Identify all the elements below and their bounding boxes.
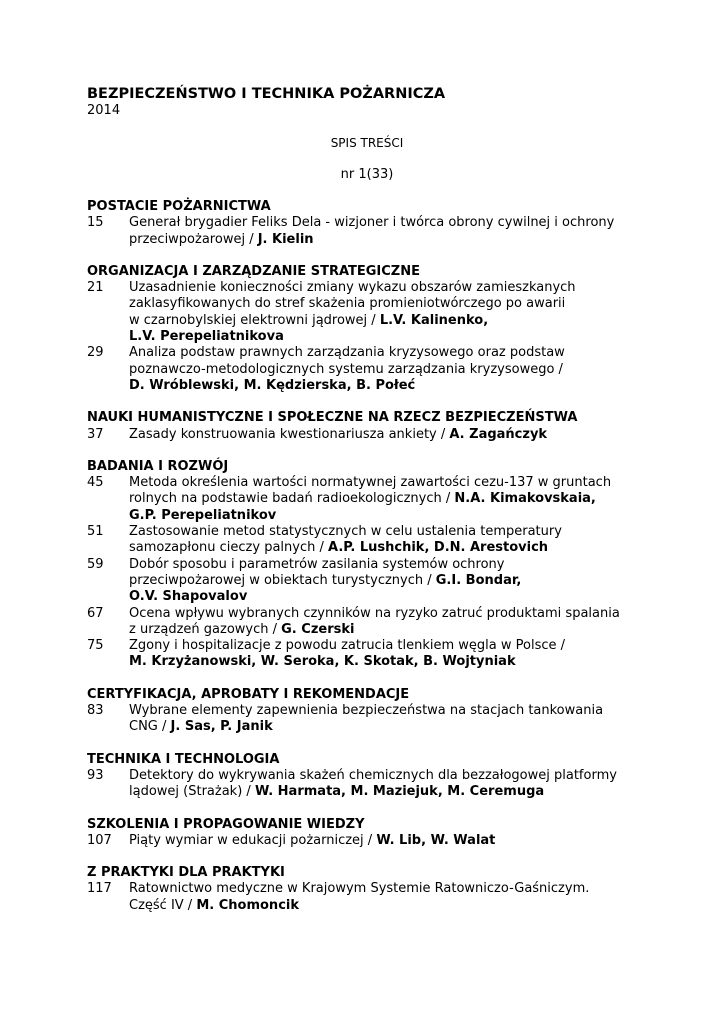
- entry-line: [129, 232, 647, 248]
- entry-page-number: 51: [87, 524, 104, 540]
- toc-section: [87, 752, 647, 801]
- entry-line: [129, 345, 647, 361]
- entry-line: [129, 833, 647, 849]
- entry-title-text: Generał brygadier Feliks Dela - wizjoner i twórca obrony cywilnej i ochrony: [129, 215, 615, 231]
- section-title: NAUKI HUMANISTYCZNE I SPOŁECZNE NA RZECZ BEZPIECZEŃSTWA: [87, 410, 578, 426]
- entry-text: [129, 833, 647, 849]
- toc-section: [87, 865, 647, 914]
- entry-authors: L.V. Kalinenko,: [379, 312, 489, 328]
- toc-section: [87, 264, 647, 394]
- entry-title-text: Piąty wymiar w edukacji pożarniczej /: [129, 832, 377, 848]
- entry-authors: A. Zagańczyk: [449, 426, 548, 442]
- entry-line: [129, 719, 647, 735]
- toc-entry: [87, 881, 647, 914]
- entry-page-number: 15: [87, 215, 104, 231]
- entry-title-text: w czarnobylskiej elektrowni jądrowej /: [129, 312, 380, 328]
- entry-title-text: lądowej (Strażak) /: [129, 784, 255, 800]
- journal-title: BEZPIECZEŃSTWO I TECHNIKA POŻARNICZA: [87, 86, 446, 102]
- toc-entry: [87, 768, 647, 801]
- entry-title-text: zaklasyfikowanych do stref skażenia promieniotwórczego po awarii: [129, 296, 566, 312]
- entry-line: [129, 573, 647, 589]
- toc-section: [87, 817, 647, 850]
- entry-authors: L.V. Perepeliatnikova: [129, 329, 284, 345]
- entry-authors: J. Sas, P. Janik: [170, 719, 273, 735]
- section-title: SZKOLENIA I PROPAGOWANIE WIEDZY: [87, 816, 365, 832]
- entry-authors: G. Czerski: [281, 621, 355, 637]
- entry-authors: M. Krzyżanowski, W. Seroka, K. Skotak, B. Wojtyniak: [129, 654, 516, 670]
- entry-line: [129, 589, 647, 605]
- entry-line: [129, 378, 647, 394]
- entry-line: [129, 508, 647, 524]
- toc-section: [87, 459, 647, 671]
- entry-line: [129, 427, 647, 443]
- entry-text: [129, 475, 647, 524]
- entry-line: [129, 638, 647, 654]
- entry-line: [129, 362, 647, 378]
- entry-title-text: poznawczo-metodologicznych systemu zarządzania kryzysowego /: [129, 361, 563, 377]
- entry-line: [129, 557, 647, 573]
- toc-section: [87, 199, 647, 248]
- entry-page-number: 45: [87, 475, 104, 491]
- toc-entry: [87, 427, 647, 443]
- entry-authors: M. Chomoncik: [196, 897, 299, 913]
- toc-entry: [87, 833, 647, 849]
- entry-line: [129, 881, 647, 897]
- entry-line: [129, 296, 647, 312]
- entry-title-text: przeciwpożarowej w obiektach turystycznych /: [129, 572, 436, 588]
- entry-title-text: rolnych na podstawie badań radioekologicznych /: [129, 491, 455, 507]
- entry-text: [129, 768, 647, 801]
- entry-line: [129, 540, 647, 556]
- entry-authors: N.A. Kimakovskaia,: [454, 491, 596, 507]
- section-title: CERTYFIKACJA, APROBATY I REKOMENDACJE: [87, 686, 410, 702]
- publication-year: 2014: [87, 103, 121, 118]
- entry-text: [129, 345, 647, 394]
- entry-text: [129, 703, 647, 736]
- entry-title-text: Część IV /: [129, 897, 197, 913]
- entry-page-number: 29: [87, 345, 104, 361]
- entry-page-number: 107: [87, 832, 112, 848]
- entry-title-text: Analiza podstaw prawnych zarządzania kryzysowego oraz podstaw: [129, 345, 565, 361]
- entry-title-text: Wybrane elementy zapewnienia bezpieczeństwa na stacjach tankowania: [129, 703, 604, 719]
- entry-text: [129, 638, 647, 671]
- issue-number: nr 1(33): [340, 167, 394, 182]
- entry-title-text: Zastosowanie metod statystycznych w celu ustalenia temperatury: [129, 524, 562, 540]
- entry-title-text: Uzasadnienie konieczności zmiany wykazu obszarów zamieszkanych: [129, 280, 576, 296]
- entry-text: [129, 427, 647, 443]
- entry-authors: J. Kielin: [257, 231, 314, 247]
- entry-page-number: 37: [87, 426, 104, 442]
- toc-entry: [87, 606, 647, 639]
- entry-title-text: przeciwpożarowej /: [129, 231, 258, 247]
- toc-heading: SPIS TREŚCI: [330, 136, 404, 150]
- entry-line: [129, 703, 647, 719]
- entry-page-number: 67: [87, 605, 104, 621]
- entry-text: [129, 524, 647, 557]
- entry-line: [129, 475, 647, 491]
- table-of-contents: [87, 199, 647, 914]
- entry-text: [129, 215, 647, 248]
- entry-title-text: Zgony i hospitalizacje z powodu zatrucia tlenkiem węgla w Polsce /: [129, 638, 566, 654]
- entry-page-number: 59: [87, 556, 104, 572]
- section-title: TECHNIKA I TECHNOLOGIA: [87, 751, 280, 767]
- toc-entry: [87, 215, 647, 248]
- toc-entry: [87, 524, 647, 557]
- entry-line: [129, 329, 647, 345]
- entry-title-text: Ocena wpływu wybranych czynników na ryzyko zatruć produktami spalania: [129, 605, 620, 621]
- entry-line: [129, 313, 647, 329]
- entry-line: [129, 898, 647, 914]
- entry-authors: O.V. Shapovalov: [129, 589, 248, 605]
- entry-authors: W. Harmata, M. Maziejuk, M. Ceremuga: [254, 784, 545, 800]
- entry-line: [129, 606, 647, 622]
- toc-section: [87, 410, 647, 443]
- toc-entry: [87, 703, 647, 736]
- section-title: Z PRAKTYKI DLA PRAKTYKI: [87, 865, 285, 881]
- entry-line: [129, 784, 647, 800]
- entry-authors: G.I. Bondar,: [435, 572, 522, 588]
- entry-text: [129, 280, 647, 345]
- entry-text: [129, 557, 647, 606]
- entry-line: [129, 768, 647, 784]
- entry-authors: A.P. Lushchik, D.N. Arestovich: [328, 540, 549, 556]
- toc-entry: [87, 638, 647, 671]
- section-title: POSTACIE POŻARNICTWA: [87, 199, 271, 214]
- entry-title-text: Detektory do wykrywania skażeń chemicznych dla bezzałogowej platformy: [129, 767, 617, 783]
- entry-title-text: samozapłonu cieczy palnych /: [129, 540, 329, 556]
- entry-line: [129, 215, 647, 231]
- entry-line: [129, 622, 647, 638]
- entry-authors: W. Lib, W. Walat: [376, 832, 496, 848]
- entry-authors: G.P. Perepeliatnikov: [129, 507, 277, 523]
- entry-line: [129, 654, 647, 670]
- entry-text: [129, 606, 647, 639]
- entry-line: [129, 524, 647, 540]
- section-title: ORGANIZACJA I ZARZĄDZANIE STRATEGICZNE: [87, 263, 420, 279]
- toc-entry: [87, 475, 647, 524]
- entry-title-text: Zasady konstruowania kwestionariusza ankiety /: [129, 426, 450, 442]
- entry-page-number: 83: [87, 703, 104, 719]
- entry-line: [129, 280, 647, 296]
- toc-entry: [87, 557, 647, 606]
- entry-title-text: Ratownictwo medyczne w Krajowym Systemie Ratowniczo-Gaśniczym.: [129, 881, 590, 897]
- entry-title-text: z urządzeń gazowych /: [129, 621, 282, 637]
- entry-title-text: Metoda określenia wartości normatywnej zawartości cezu-137 w gruntach: [129, 475, 612, 491]
- entry-line: [129, 491, 647, 507]
- document-page: [87, 86, 647, 914]
- toc-entry: [87, 280, 647, 345]
- entry-page-number: 21: [87, 280, 104, 296]
- entry-authors: D. Wróblewski, M. Kędzierska, B. Połeć: [129, 377, 416, 393]
- entry-page-number: 117: [87, 881, 112, 897]
- entry-title-text: CNG /: [129, 719, 171, 735]
- entry-title-text: Dobór sposobu i parametrów zasilania systemów ochrony: [129, 556, 505, 572]
- section-title: BADANIA I ROZWÓJ: [87, 458, 229, 474]
- entry-page-number: 93: [87, 767, 104, 783]
- entry-text: [129, 881, 647, 914]
- entry-page-number: 75: [87, 638, 104, 654]
- toc-entry: [87, 345, 647, 394]
- toc-section: [87, 687, 647, 736]
